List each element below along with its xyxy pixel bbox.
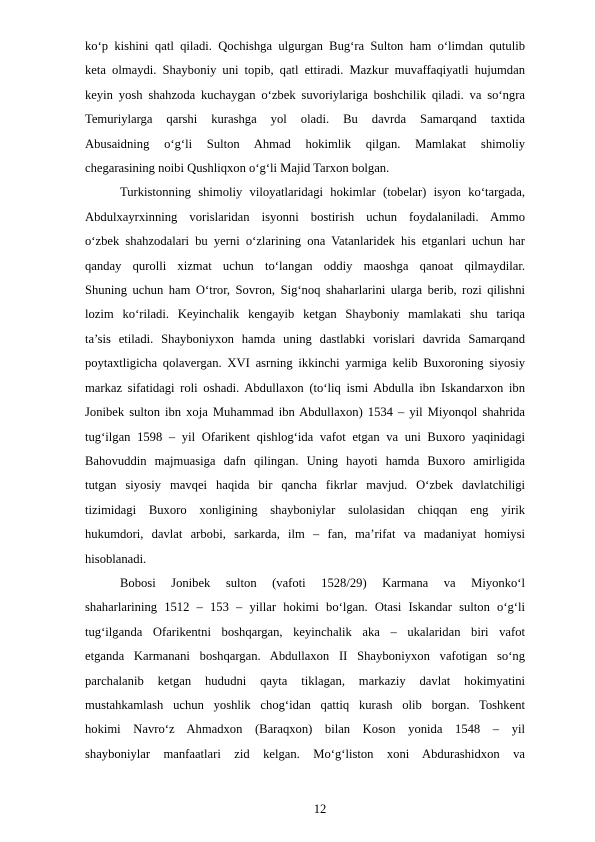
text-line: mustahkamlash uchun yoshlik chog‘idan qattiq kurash olib borgan. Toshkent <box>85 697 525 712</box>
text-line: markaz sifatidagi roli oshadi. Abdullaxon (to‘liq ismi Abdulla ibn Iskandarxon ibn <box>85 380 525 395</box>
text-block <box>85 34 525 766</box>
text-line: tug‘ilgan 1598 – yil Ofarikent qishlog‘ida vafot etgan va uni Buxoro yaqinidagi <box>85 429 525 444</box>
text-line: tutgan siyosiy mavqei haqida bir qancha fikrlar mavjud. O‘zbek davlatchiligi <box>85 478 525 493</box>
document-body <box>85 34 525 766</box>
text-line: Temuriylarga qarshi kurashga yol oladi. Bu davrda Samarqand taxtida <box>85 112 525 127</box>
text-line: Bobosi Jonibek sulton (vafoti 1528/29) Karmana va Miyonko‘l <box>120 575 525 590</box>
text-line: shayboniylar manfaatlari zid kelgan. Mo‘g‘liston xoni Abdurashidxon va <box>85 746 525 761</box>
text-line: Turkistonning shimoliy viloyatlaridagi hokimlar (tobelar) isyon ko‘targada, <box>120 185 525 200</box>
text-line: o‘zbek shahzodalari bu yerni o‘zlarining ona Vatanlaridek his etganlari uchun har <box>85 234 525 249</box>
text-line: Abusaidning o‘g‘li Sulton Ahmad hokimlik qilgan. Mamlakat shimoliy <box>85 136 525 151</box>
text-line: chegarasining noibi Qushliqxon o‘g‘li Majid Tarxon bolgan. <box>85 161 390 176</box>
text-line: Bahovuddin majmuasiga dafn qilingan. Uning hayoti hamda Buxoro amirligida <box>85 453 525 468</box>
text-line: hukumdori, davlat arbobi, sarkarda, ilm – fan, ma’rifat va madaniyat homiysi <box>85 527 525 542</box>
text-line: qanday qurolli xizmat uchun to‘langan oddiy maoshga qanoat qilmaydilar. <box>85 258 525 273</box>
text-line: poytaxtligicha qolavergan. XVI asrning ikkinchi yarmiga kelib Buxoroning siyosiy <box>85 356 525 371</box>
text-line: ta’sis etiladi. Shayboniyxon hamda uning dastlabki vorislari davrida Samarqand <box>85 331 525 346</box>
text-line: etganda Karmanani boshqargan. Abdullaxon II Shayboniyxon vafotigan so‘ng <box>85 649 525 664</box>
page-number: 12 <box>313 802 327 816</box>
text-line: parchalanib ketgan hududni qayta tiklagan, markaziy davlat hokimyatini <box>85 673 525 688</box>
text-line: lozim ko‘riladi. Keyinchalik kengayib ketgan Shayboniy mamlakati shu tariqa <box>85 307 525 322</box>
text-line: Abdulxayrxinning vorislaridan isyonni bostirish uchun foydalaniladi. Ammo <box>85 209 525 224</box>
text-line: hisoblanadi. <box>85 551 147 566</box>
text-line: shaharlarining 1512 – 153 – yillar hokimi bo‘lgan. Otasi Iskandar sulton o‘g‘li <box>85 600 525 615</box>
text-line: tizimidagi Buxoro xonligining shayboniylar sulolasidan chiqqan eng yirik <box>85 502 525 517</box>
text-line: tug‘ilganda Ofarikentni boshqargan, keyinchalik aka – ukalaridan biri vafot <box>85 624 525 639</box>
text-line: ko‘p kishini qatl qiladi. Qochishga ulgurgan Bug‘ra Sulton ham o‘limdan qutulib <box>85 39 525 53</box>
text-line: keta olmaydi. Shayboniy uni topib, qatl ettiradi. Mazkur muvaffaqiyatli hujumdan <box>85 63 525 78</box>
text-line: Jonibek sulton ibn xoja Muhammad ibn Abdullaxon) 1534 – yil Miyonqol shahrida <box>85 405 525 420</box>
text-line: keyin yosh shahzoda kuchaygan o‘zbek suvoriylariga boshchilik qiladi. va so‘ngra <box>85 87 525 102</box>
text-line: Shuning uchun ham O‘tror, Sovron, Sig‘noq shaharlarini ularga berib, rozi qilishni <box>85 283 525 298</box>
text-line: hokimi Navro‘z Ahmadxon (Baraqxon) bilan Koson yonida 1548 – yil <box>85 722 525 737</box>
